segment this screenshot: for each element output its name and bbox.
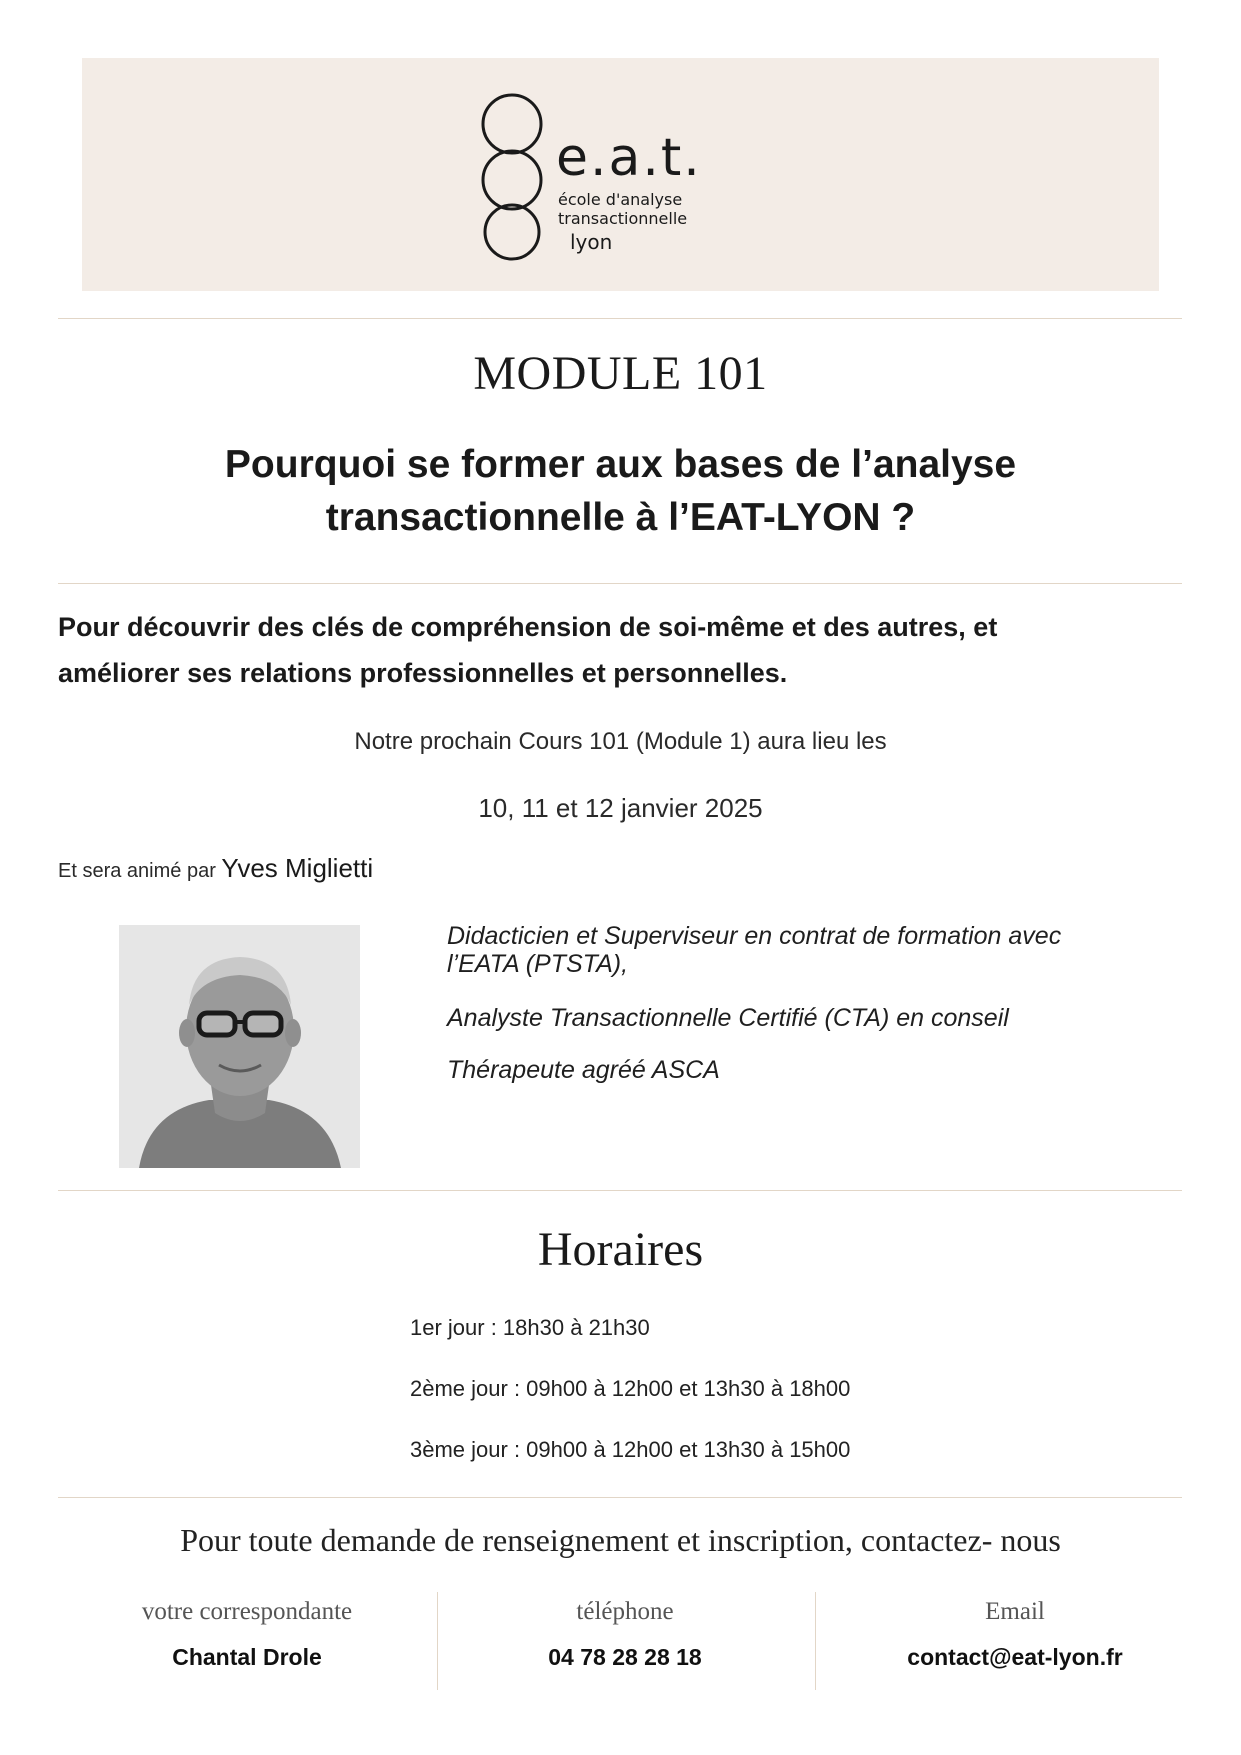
lead-line-1: Pour découvrir des clés de compréhension de soi-même et des autres, et [58, 612, 998, 642]
course-dates: 10, 11 et 12 janvier 2025 [478, 793, 763, 823]
correspondent-name: Chantal Drole [172, 1644, 322, 1670]
question-line-2: transactionnelle à l’EAT-LYON ? [325, 496, 916, 539]
schedule-day-3: 3ème jour : 09h00 à 12h00 et 13h30 à 15h00 [410, 1437, 851, 1462]
schedule-day-2: 2ème jour : 09h00 à 12h00 et 13h30 à 18h00 [410, 1376, 851, 1401]
bio-line-2: l’EATA (PTSTA), [447, 950, 629, 978]
logo-line-3: lyon [570, 230, 613, 254]
contact-phone [440, 1598, 810, 1671]
lead-line-2: améliorer ses relations professionnelles et personnelles. [58, 658, 788, 688]
bio-line-3: Analyste Transactionnelle Certifié (CTA) en conseil [447, 1004, 1009, 1032]
divider-3 [58, 1190, 1182, 1191]
contact-email [830, 1598, 1200, 1671]
email-link[interactable]: contact@eat-lyon.fr [907, 1644, 1123, 1670]
contact-separator-1 [437, 1592, 438, 1690]
question-line-1: Pourquoi se former aux bases de l’analyse [224, 443, 1017, 486]
contact-title: Pour toute demande de renseignement et inscription, contactez- nous [180, 1522, 1061, 1558]
email-label: Email [985, 1598, 1045, 1625]
logo-line-2: transactionnelle [558, 209, 688, 228]
phone-value[interactable]: 04 78 28 28 18 [548, 1644, 702, 1670]
phone-label: téléphone [576, 1598, 674, 1625]
logo-mark: e.a.t. [556, 128, 702, 188]
horaires-title: Horaires [537, 1223, 704, 1276]
contact-separator-2 [815, 1592, 816, 1690]
main-question [0, 438, 1241, 544]
circles-logo-icon [478, 92, 568, 262]
bio-line-4: Thérapeute agréé ASCA [447, 1056, 720, 1084]
animator-name: Yves Miglietti [221, 853, 374, 883]
module-title: MODULE 101 [473, 347, 768, 400]
divider-2 [58, 583, 1182, 584]
eat-logo [478, 92, 738, 262]
logo-line-1: école d'analyse [558, 190, 683, 209]
animator-prefix: Et sera animé par [58, 860, 216, 882]
divider-1 [58, 318, 1182, 319]
correspondent-label: votre correspondante [141, 1598, 353, 1625]
bio-line-1: Didacticien et Superviseur en contrat de formation avec [447, 922, 1062, 950]
animator-photo [119, 925, 360, 1168]
portrait-icon [119, 925, 360, 1168]
schedule-day-1: 1er jour : 18h30 à 21h30 [410, 1315, 650, 1340]
contact-correspondent [62, 1598, 432, 1671]
lead-paragraph [58, 604, 1188, 696]
animator-line [58, 853, 373, 884]
next-course-text: Notre prochain Cours 101 (Module 1) aura lieu les [354, 728, 887, 755]
divider-4 [58, 1497, 1182, 1498]
